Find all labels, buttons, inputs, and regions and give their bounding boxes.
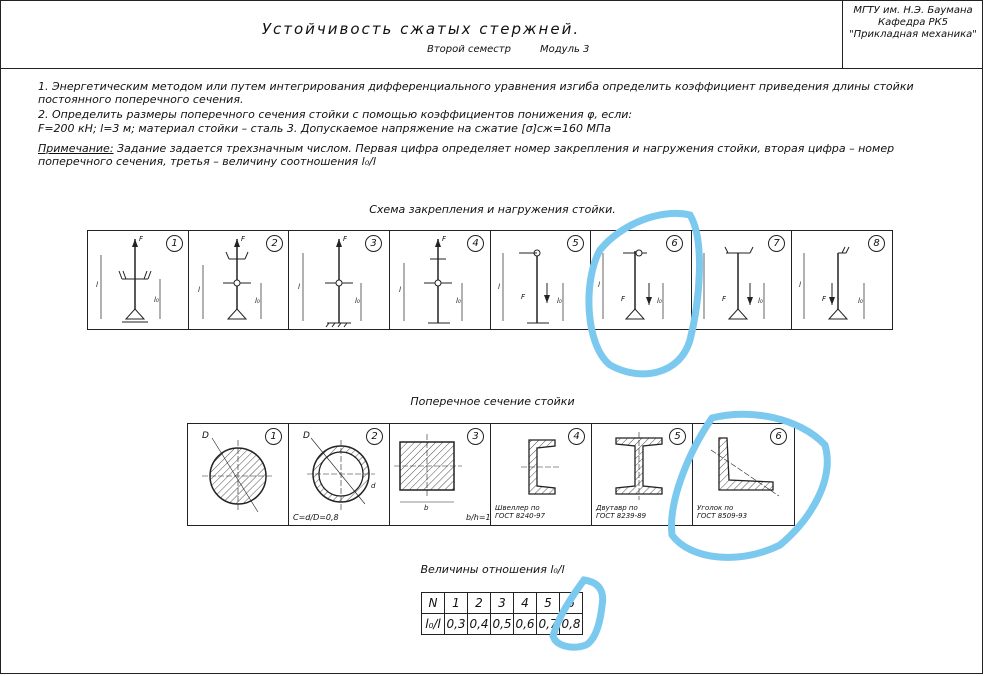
section-cell-6 [693,424,794,525]
part-label-5: l₀ [557,297,562,305]
task-2-params: F=200 кН; l=3 м; материал стойки – сталь 3. Допускаемое напряжение на сжатие [σ]сж=160 МПа [38,122,612,135]
scheme-number-8: 8 [868,235,885,252]
scheme-number-7: 7 [768,235,785,252]
scheme-cell-4 [390,231,491,329]
scheme-cell-5 [491,231,591,329]
part-label-2: l₀ [255,297,260,305]
section-number-5: 5 [669,428,686,445]
part-label-1: l₀ [154,296,159,304]
length-label-2: l [198,286,200,294]
scheme-number-6: 6 [666,235,683,252]
note-label: Примечание: [38,142,114,155]
angle-note-line-1: Уголок по [697,504,734,512]
ratios-n-cell: 1 [445,593,468,614]
module-label: Модуль 3 [540,44,590,55]
length-label-1: l [96,281,98,289]
schemes-title: Схема закрепления и нагружения стойки. [369,203,616,216]
ratios-n-cell: 2 [468,593,491,614]
section-number-4: 4 [568,428,585,445]
part-label-8: l₀ [858,297,863,305]
ratios-row-n [422,593,583,614]
angle-note [697,504,747,520]
ibeam-note-line-1: Двутавр по [596,504,638,512]
ratios-n-cell: 6 [560,593,583,614]
section-2-d-label: D [303,431,310,441]
part-label-6: l₀ [657,297,662,305]
ratios-title: Величины отношения l₀/l [420,563,565,576]
ibeam-note [596,504,646,520]
schemes-panel [87,230,893,330]
sections-title: Поперечное сечение стойки [410,395,575,408]
page-title: Устойчивость сжатых стержней. [261,20,581,38]
title-stamp [842,0,983,68]
part-label-3: l₀ [355,297,360,305]
section-1-d-label: D [202,431,209,441]
scheme-cell-6 [591,231,692,329]
ratios-v-cell: 0,6 [514,614,537,635]
semester-label: Второй семестр [427,44,511,55]
section-number-3: 3 [467,428,484,445]
task-1: 1. Энергетическим методом или путем интегрирования дифференциального уравнения изгиба определить коэффициент приведения длины стойки постоянного поперечного сечения. [38,80,914,106]
ratios-table [421,592,583,635]
force-label-6: F [621,295,626,303]
force-label-5: F [521,293,526,301]
force-label-4: F [442,235,447,243]
section-cell-2 [289,424,390,525]
scheme-cell-7 [692,231,792,329]
section-number-1: 1 [265,428,282,445]
section-number-2: 2 [366,428,383,445]
sections-panel [187,423,795,526]
force-label-1: F [139,235,144,243]
scheme-number-3: 3 [365,235,382,252]
section-cell-5 [592,424,693,525]
length-label-8: l [799,281,801,289]
ibeam-note-line-2: ГОСТ 8239-89 [596,512,647,520]
section-cell-3 [390,424,491,525]
scheme-cell-8 [792,231,892,329]
section-3-b-label: b [424,504,429,512]
ratios-v-cell: 0,7 [537,614,560,635]
task-2: 2. Определить размеры поперечного сечения стойки с помощью коэффициентов понижения φ, если: [38,108,633,121]
ratios-v-header: l₀/l [422,614,445,635]
length-label-3: l [298,283,300,291]
section-number-6: 6 [770,428,787,445]
stamp-department: Кафедра РК5 [878,17,948,28]
scheme-cell-3 [289,231,390,329]
ratios-n-cell: 5 [537,593,560,614]
ratios-row-values [422,614,583,635]
channel-note-line-1: Швеллер по [495,504,540,512]
rect-ratio: b/h=1 [466,513,491,522]
section-cell-1 [188,424,289,525]
part-label-4: l₀ [456,297,461,305]
stamp-university: МГТУ им. Н.Э. Баумана [853,5,973,16]
ratios-v-cell: 0,5 [491,614,514,635]
force-label-8: F [822,295,827,303]
length-label-7: l [699,281,701,289]
length-label-4: l [399,286,401,294]
section-cell-4 [491,424,592,525]
note-text: Задание задается трехзначным числом. Первая цифра определяет номер закрепления и нагружения стойки, вторая цифра – номер поперечного сечения, третья – величину соотношения l₀/l [38,142,895,168]
ratios-v-cell: 0,3 [445,614,468,635]
scheme-number-1: 1 [166,235,183,252]
channel-note [495,504,545,520]
ratios-n-cell: 3 [491,593,514,614]
scheme-number-2: 2 [266,235,283,252]
ratios-v-cell: 0,4 [468,614,491,635]
stamp-course: "Прикладная механика" [849,29,977,40]
ratios-n-header: N [422,593,445,614]
section-2-inner-d-label: d [371,482,376,490]
angle-note-line-2: ГОСТ 8509-93 [697,512,748,520]
channel-note-line-2: ГОСТ 8240-97 [495,512,546,520]
ratios-n-cell: 4 [514,593,537,614]
scheme-cell-1 [88,231,189,329]
force-label-7: F [722,295,727,303]
ratios-v-cell: 0,8 [560,614,583,635]
force-label-2: F [241,235,246,243]
header-divider [0,68,983,69]
ring-ratio: C=d/D=0,8 [293,513,339,522]
task-note [38,142,958,168]
scheme-number-4: 4 [467,235,484,252]
scheme-number-5: 5 [567,235,584,252]
part-label-7: l₀ [758,297,763,305]
length-label-5: l [498,283,500,291]
length-label-6: l [598,281,600,289]
force-label-3: F [343,235,348,243]
scheme-cell-2 [189,231,289,329]
